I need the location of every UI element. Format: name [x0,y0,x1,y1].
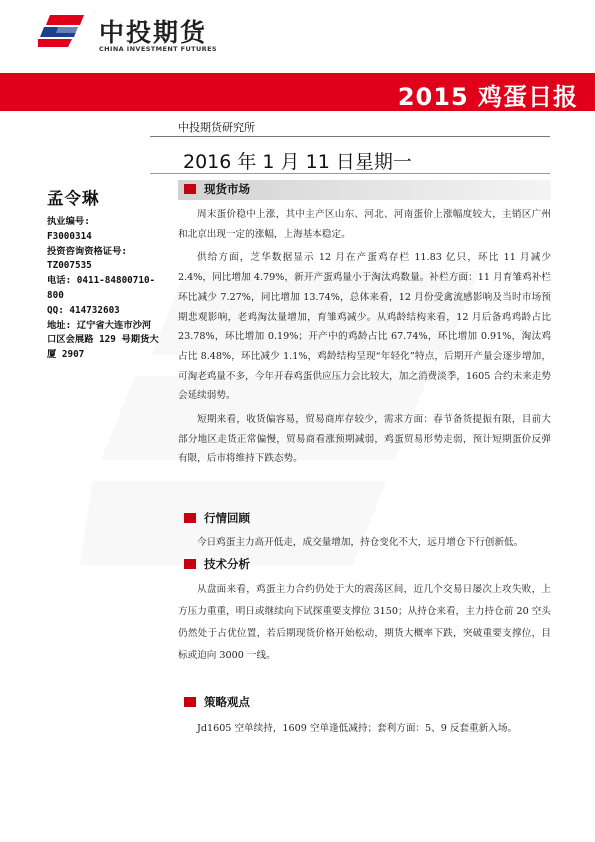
section-body [178,719,551,739]
analyst-phone: 电话: 0411-84800710-800 [47,275,156,301]
analyst-license-label: 执业编号: [47,216,90,227]
report-banner [0,73,595,111]
section-header [178,693,551,713]
logo-text-en: CHINA INVESTMENT FUTURES [99,45,218,53]
report-date: 2016 年 1 月 11 日星期一 [183,151,412,173]
paragraph: 供给方面，芝华数据显示 12 月在产蛋鸡存栏 11.83 亿只，环比 11 月减少 2.4%，同比增加 4.79%，新开产蛋鸡量小于淘汰鸡数量。补栏方面：11 月育雏鸡补栏环比减少 7.27%，同比增加 13.74%，总体来看，12 月份受禽流感影响及当时市场预期悲观影响，老鸡淘汰量增加，育雏鸡减少。从鸡龄结构来看，12 月后备鸡鸡龄占比 23.78%，环比增加 0.19%；开产中的鸡龄占比 67.74%，环比增加 0.91%，淘汰鸡占比 8.48%，环比减少 1.1%，鸡龄结构呈现“年轻化”特点，后期开产量会逐步增加，可淘老鸡量不多，今年开春鸡蛋供应压力会比较大，加之消费淡季，1605 合约未来走势会延续弱势。 [178,252,551,402]
paragraph: 今日鸡蛋主力高开低走，成交量增加，持仓变化不大，远月增仓下行创新低。 [197,537,524,548]
analyst-address-line: 地址: 辽宁省大连市沙河 [47,319,152,331]
paragraph: 从盘面来看，鸡蛋主力合约仍处于大的震荡区间，近几个交易日屡次上攻失败，上方压力重重，明日或继续向下试探重要支撑位 3150；从持仓来看，主力持仓前 20 空头仍然处于占优位置，若后期现货价格开始松动，期货大概率下跌，突破重要支撑位，目标或迫向 3000 一线。 [178,584,551,661]
analyst-sidebar [47,185,162,363]
paragraph: 周末蛋价稳中上涨，其中主产区山东、河北、河南蛋价上涨幅度较大，主销区广州和北京出现一定的涨幅，上海基本稳定。 [178,209,551,240]
divider [150,173,550,174]
analyst-cert-label: 投资咨询资格证号: [47,245,127,257]
section-title: 策略观点 [204,695,250,709]
section-body [178,533,551,553]
section-header [178,180,551,200]
section-header [178,555,551,575]
paragraph: Jd1605 空单续持，1609 空单逢低减持；套利方面：5、9 反套重新入场。 [197,723,518,734]
analyst-address-line: 口区会展路 129 号期货大 [47,334,159,346]
logo-text-cn: 中投期货 [99,18,208,47]
company-logo-icon [38,13,86,49]
report-title: 2015 鸡蛋日报 [397,83,578,111]
analyst-license-number: F3000314 [47,230,92,242]
section-body [178,205,551,469]
analyst-qq: QQ: 414732603 [47,304,120,316]
section-marker [184,559,196,569]
analyst-cert-number: TZ007535 [47,260,92,272]
section-spot-market [178,180,551,469]
section-technical-analysis [178,555,551,667]
section-title: 现货市场 [204,182,250,196]
section-title: 技术分析 [204,557,250,571]
analyst-address-line: 厦 2907 [47,349,85,361]
section-strategy [178,693,551,739]
section-header [178,509,551,529]
section-marker [184,697,196,707]
analyst-name: 孟令琳 [47,189,100,208]
section-title: 行情回顾 [204,511,250,525]
section-marker [184,184,196,194]
department-label: 中投期货研究所 [178,121,255,134]
section-market-review [178,509,551,553]
section-marker [184,513,196,523]
section-body [178,579,551,667]
paragraph: 短期来看，收货偏容易，贸易商库存较少，需求方面：春节备货提振有限，目前大部分地区走货正常偏慢，贸易商看涨预期减弱，鸡蛋贸易形势走弱，预计短期蛋价反弹有限，后市将维持下跌态势。 [178,414,551,465]
divider [150,136,550,137]
